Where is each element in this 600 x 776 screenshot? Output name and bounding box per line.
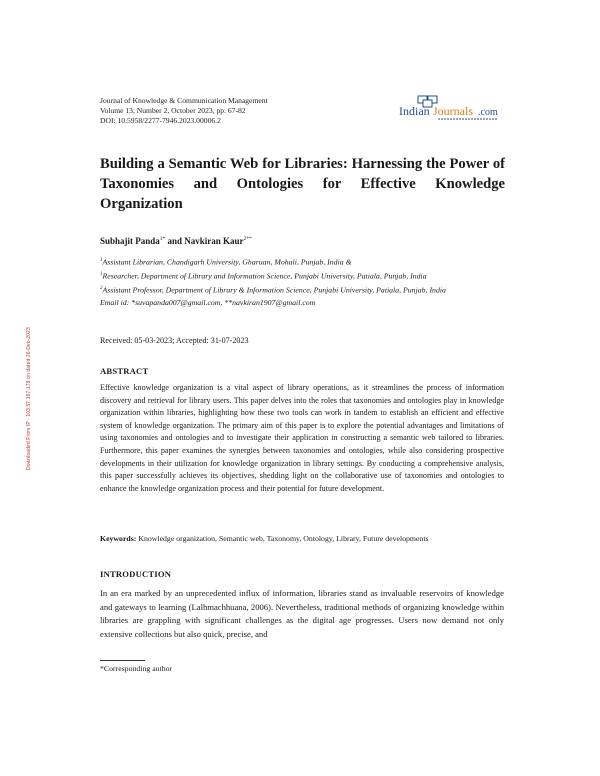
affiliation-1b — [100, 269, 505, 283]
journal-name: Journal of Knowledge & Communication Management — [100, 96, 268, 105]
affiliation-1-text: Assistant Librarian, Chandigarh University, Gharuan, Mohali, Punjab, India & — [102, 257, 352, 267]
svg-text:.com: .com — [478, 107, 498, 118]
introduction-heading: INTRODUCTION — [100, 569, 172, 579]
keywords-label: Keywords: — [100, 534, 137, 543]
affiliations — [100, 255, 505, 309]
journal-doi: DOI: 10.5958/2277-7946.2023.00006.2 — [100, 116, 221, 125]
journal-volume: Volume 13, Number 2, October 2023, pp. 67-82 — [100, 106, 246, 115]
affiliation-1-marker: 1 — [100, 258, 103, 263]
journal-info — [100, 96, 268, 126]
author-line — [100, 236, 252, 246]
affiliation-1 — [100, 255, 505, 269]
affiliation-2-text: Assistant Professor, Department of Library & Information Science, Punjabi University, Patiala, Punjab, India — [102, 285, 446, 295]
svg-text:Indian: Indian — [399, 104, 430, 118]
paper-title: Building a Semantic Web for Libraries: Harnessing the Power of Taxonomies and Ontologies for Effective Knowledge Organization — [100, 156, 505, 212]
keywords-text: Knowledge organization, Semantic web, Taxonomy, Ontology, Library, Future developments — [136, 534, 429, 543]
svg-text:Journals: Journals — [433, 104, 473, 118]
author-connector: and — [165, 236, 185, 246]
author-emails: Email id: *suvapanda007@gmail.com, **navkiran1907@gmail.com — [100, 298, 316, 307]
affiliation-2-marker: 2 — [100, 286, 103, 291]
affiliation-1b-marker: 1 — [100, 272, 103, 277]
abstract-body: Effective knowledge organization is a vital aspect of library operations, as it streamlines the process of information discovery and retrieval for library users. This paper delves into the roles that taxonomies and ontologies play in knowledge organization within libraries, highlighting how these two tools can work in tandem to establish an efficient and effective system of knowledge organization. The primary aim of this paper is to explore the potential advantages and limitations of using taxonomies and ontologies and to investigate their application in constructing a semantic web tailored to libraries. Furthermore, this paper examines the synergies between taxonomies and ontologies, while also considering prospective developments in their utilization for knowledge organization in library settings. By conducting a comprehensive analysis, this paper successfully achieves its objectives, shedding light on the collaborative use of taxonomies and ontologies to enhance the knowledge organization process and their potential for future development. — [100, 383, 504, 493]
corresponding-author-footnote: *Corresponding author — [100, 664, 173, 673]
affiliation-1b-text: Researcher, Department of Library and Information Science, Punjabi University, Patiala, Punjab, India — [102, 271, 427, 281]
keywords-line — [100, 534, 505, 543]
author-2: Navkiran Kaur — [184, 236, 244, 246]
author-2-marker: 2** — [243, 236, 252, 242]
received-accepted-dates: Received: 05-03-2023; Accepted: 31-07-2023 — [100, 336, 249, 345]
footnote-divider — [100, 660, 145, 661]
author-1: Subhajit Panda — [100, 236, 160, 246]
indianjournals-logo — [398, 95, 502, 123]
download-watermark: Downloaded From IP - 103.57.167.179 on dated 26-Dec-2023 — [26, 327, 32, 470]
introduction-body: In an era marked by an unprecedented influx of information, libraries stand as invaluable reservoirs of knowledge and gateways to learning (Lalhmachhuana, 2006). Nevertheless, traditional methods of organizing knowledge within libraries are grappling with significant challenges as the digital age progresses. Users now demand not only extensive collections but also quick, precise, and — [100, 588, 504, 640]
affiliation-2 — [100, 283, 505, 297]
abstract-heading: ABSTRACT — [100, 366, 149, 376]
author-1-marker: 1* — [159, 236, 166, 242]
